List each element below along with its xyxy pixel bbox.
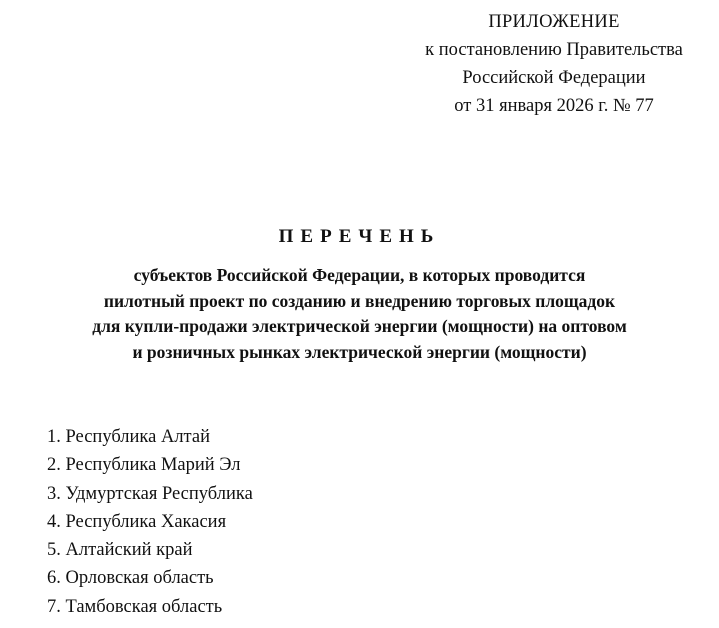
- list-item: 2. Республика Марий Эл: [47, 455, 241, 476]
- list-item: 3. Удмуртская Республика: [47, 483, 253, 504]
- subtitle-line: пилотный проект по созданию и внедрению торговых площадок: [103, 290, 616, 311]
- list-item: 6. Орловская область: [47, 568, 214, 589]
- appendix-heading: ПРИЛОЖЕНИЕ: [488, 12, 620, 32]
- subtitle-line: для купли-продажи электрической энергии (мощности) на оптовом: [92, 316, 627, 336]
- appendix-block: [380, 8, 719, 120]
- list-item: 7. Тамбовская область: [47, 596, 223, 617]
- list-item: 5. Алтайский край: [47, 540, 193, 561]
- document-title: ПЕРЕЧЕНЬ: [278, 226, 441, 247]
- appendix-line: от 31 января 2026 г. № 77: [454, 96, 654, 116]
- subtitle-line: и розничных рынках электрической энергии (мощности): [132, 341, 587, 362]
- appendix-line: Российской Федерации: [462, 68, 646, 88]
- appendix-line: к постановлению Правительства: [425, 40, 683, 60]
- regions-list: [47, 423, 647, 621]
- list-item: 1. Республика Алтай: [47, 427, 210, 447]
- document-subtitle: [0, 263, 719, 365]
- list-item: 4. Республика Хакасия: [47, 511, 227, 532]
- subtitle-line: субъектов Российской Федерации, в которых проводится: [133, 265, 586, 285]
